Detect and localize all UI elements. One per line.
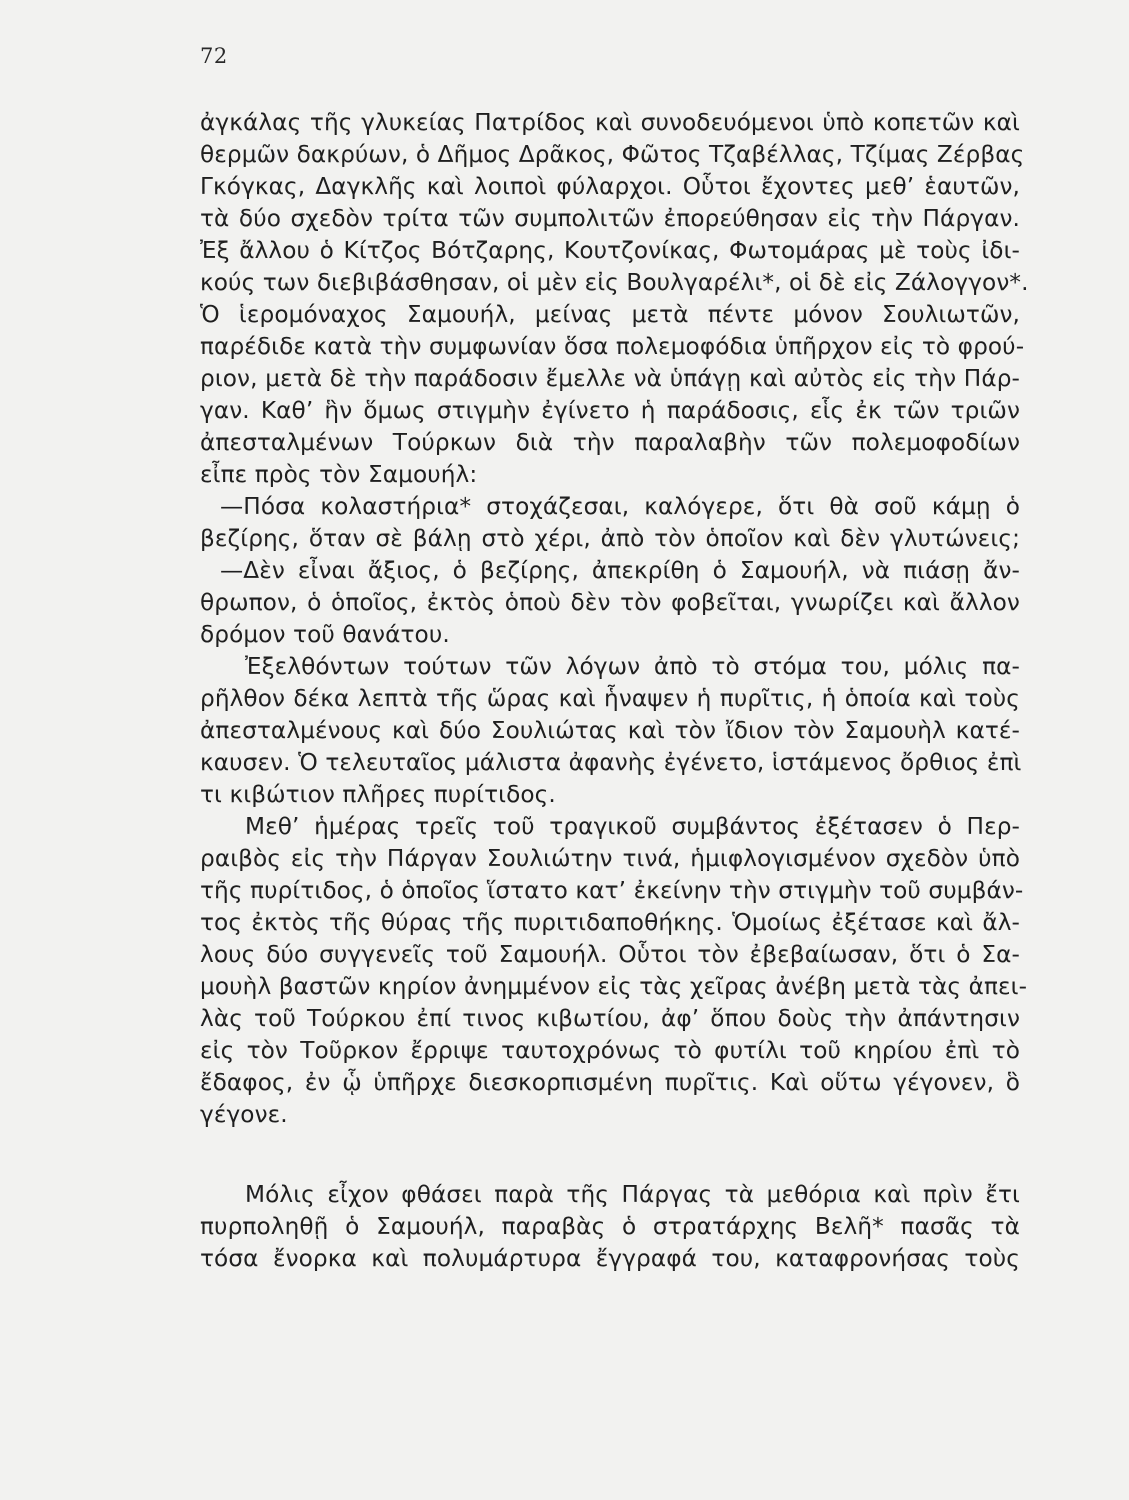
text-line: τὰ δύο σχεδὸν τρίτα τῶν συμπολιτῶν ἐπορεύθησαν εἰς τὴν Πάργαν.: [200, 205, 1020, 232]
text-line: τῆς πυρίτιδος, ὁ ὁποῖος ἵστατο κατ’ ἐκείνην τὴν στιγμὴν τοῦ συμβάν-: [200, 877, 1024, 904]
text-line: τι κιβώτιον πλῆρες πυρίτιδος.: [200, 781, 556, 808]
text-line: λὰς τοῦ Τούρκου ἐπί τινος κιβωτίου, ἀφ’ ὅπου δοὺς τὴν ἀπάντησιν: [200, 1005, 1020, 1032]
text-line: Ὁ ἱερομόναχος Σαμουήλ, μείνας μετὰ πέντε μόνον Σουλιωτῶν,: [200, 301, 1020, 328]
text-line: πυρποληθῇ ὁ Σαμουήλ, παραβὰς ὁ στρατάρχης Βελῆ* πασᾶς τὰ: [200, 1213, 1020, 1240]
text-line: γέγονε.: [200, 1101, 288, 1128]
text-line: ἀπεσταλμένων Τούρκων διὰ τὴν παραλαβὴν τῶν πολεμοφοδίων: [200, 429, 1020, 456]
paragraph-start-line: Ἐξελθόντων τούτων τῶν λόγων ἀπὸ τὸ στόμα του, μόλις πα-: [245, 653, 1020, 680]
text-line: θερμῶν δακρύων, ὁ Δῆμος Δρᾶκος, Φῶτος Τζαβέλλας, Τζίμας Ζέρβας: [200, 141, 1025, 168]
text-line: τόσα ἔνορκα καὶ πολυμάρτυρα ἔγγραφά του, καταφρονήσας τοὺς: [200, 1245, 1020, 1272]
text-line: ρῆλθον δέκα λεπτὰ τῆς ὥρας καὶ ἧναψεν ἡ πυρῖτις, ἡ ὁποία καὶ τοὺς: [200, 685, 1020, 712]
text-line: μουὴλ βαστῶν κηρίον ἀνημμένον εἰς τὰς χεῖρας ἀνέβη μετὰ τὰς ἀπει-: [200, 973, 1028, 1000]
dialog-line: —Δὲν εἶναι ἄξιος, ὁ βεζίρης, ἀπεκρίθη ὁ Σαμουήλ, νὰ πιάσῃ ἄν-: [220, 557, 1020, 584]
text-line: Γκόγκας, Δαγκλῆς καὶ λοιποὶ φύλαρχοι. Οὗτοι ἔχοντες μεθ’ ἑαυτῶν,: [200, 173, 1020, 200]
text-line: ἔδαφος, ἐν ᾧ ὑπῆρχε διεσκορπισμένη πυρῖτις. Καὶ οὕτω γέγονεν, ὃ: [200, 1069, 1020, 1096]
text-line: εἰς τὸν Τοῦρκον ἔρριψε ταυτοχρόνως τὸ φυτίλι τοῦ κηρίου ἐπὶ τὸ: [200, 1037, 1020, 1064]
text-line: κούς των διεβιβάσθησαν, οἱ μὲν εἰς Βουλγαρέλι*, οἱ δὲ εἰς Ζάλογγον*.: [200, 269, 1029, 296]
text-line: ραιβὸς εἰς τὴν Πάργαν Σουλιώτην τινά, ἡμιφλογισμένον σχεδὸν ὑπὸ: [200, 845, 1020, 872]
text-line: παρέδιδε κατὰ τὴν συμφωνίαν ὅσα πολεμοφόδια ὑπῆρχον εἰς τὸ φρού-: [200, 333, 1025, 360]
text-line: εἶπε πρὸς τὸν Σαμουήλ:: [200, 461, 478, 488]
text-line: δρόμον τοῦ θανάτου.: [200, 621, 450, 648]
text-line: τος ἐκτὸς τῆς θύρας τῆς πυριτιδαποθήκης. Ὁμοίως ἐξέτασε καὶ ἄλ-: [200, 909, 1020, 936]
text-line: γαν. Καθ’ ἣν ὅμως στιγμὴν ἐγίνετο ἡ παράδοσις, εἷς ἐκ τῶν τριῶν: [200, 397, 1020, 424]
dialog-line: —Πόσα κολαστήρια* στοχάζεσαι, καλόγερε, ὅτι θὰ σοῦ κάμῃ ὁ: [220, 493, 1020, 520]
text-line: βεζίρης, ὅταν σὲ βάλῃ στὸ χέρι, ἀπὸ τὸν ὁποῖον καὶ δὲν γλυτώνεις;: [200, 525, 1020, 552]
text-line: θρωπον, ὁ ὁποῖος, ἐκτὸς ὁποὺ δὲν τὸν φοβεῖται, γνωρίζει καὶ ἄλλον: [200, 589, 1020, 616]
paragraph-start-line: Μόλις εἶχον φθάσει παρὰ τῆς Πάργας τὰ μεθόρια καὶ πρὶν ἔτι: [245, 1181, 1020, 1208]
text-line: λους δύο συγγενεῖς τοῦ Σαμουήλ. Οὗτοι τὸν ἐβεβαίωσαν, ὅτι ὁ Σα-: [200, 941, 1020, 968]
text-line: Ἐξ ἄλλου ὁ Κίτζος Βότζαρης, Κουτζονίκας, Φωτομάρας μὲ τοὺς ἰδι-: [200, 237, 1020, 264]
text-line: ἀγκάλας τῆς γλυκείας Πατρίδος καὶ συνοδευόμενοι ὑπὸ κοπετῶν καὶ: [200, 109, 1020, 136]
paragraph-start-line: Μεθ’ ἡμέρας τρεῖς τοῦ τραγικοῦ συμβάντος ἐξέτασεν ὁ Περ-: [245, 813, 1020, 840]
text-line: ριον, μετὰ δὲ τὴν παράδοσιν ἔμελλε νὰ ὑπάγῃ καὶ αὐτὸς εἰς τὴν Πάρ-: [200, 365, 1020, 392]
text-line: ἀπεσταλμένους καὶ δύο Σουλιώτας καὶ τὸν ἴδιον τὸν Σαμουὴλ κατέ-: [200, 717, 1020, 744]
page-number: 72: [200, 44, 228, 68]
text-line: καυσεν. Ὁ τελευταῖος μάλιστα ἀφανὴς ἐγένετο, ἱστάμενος ὄρθιος ἐπὶ: [200, 749, 1022, 776]
